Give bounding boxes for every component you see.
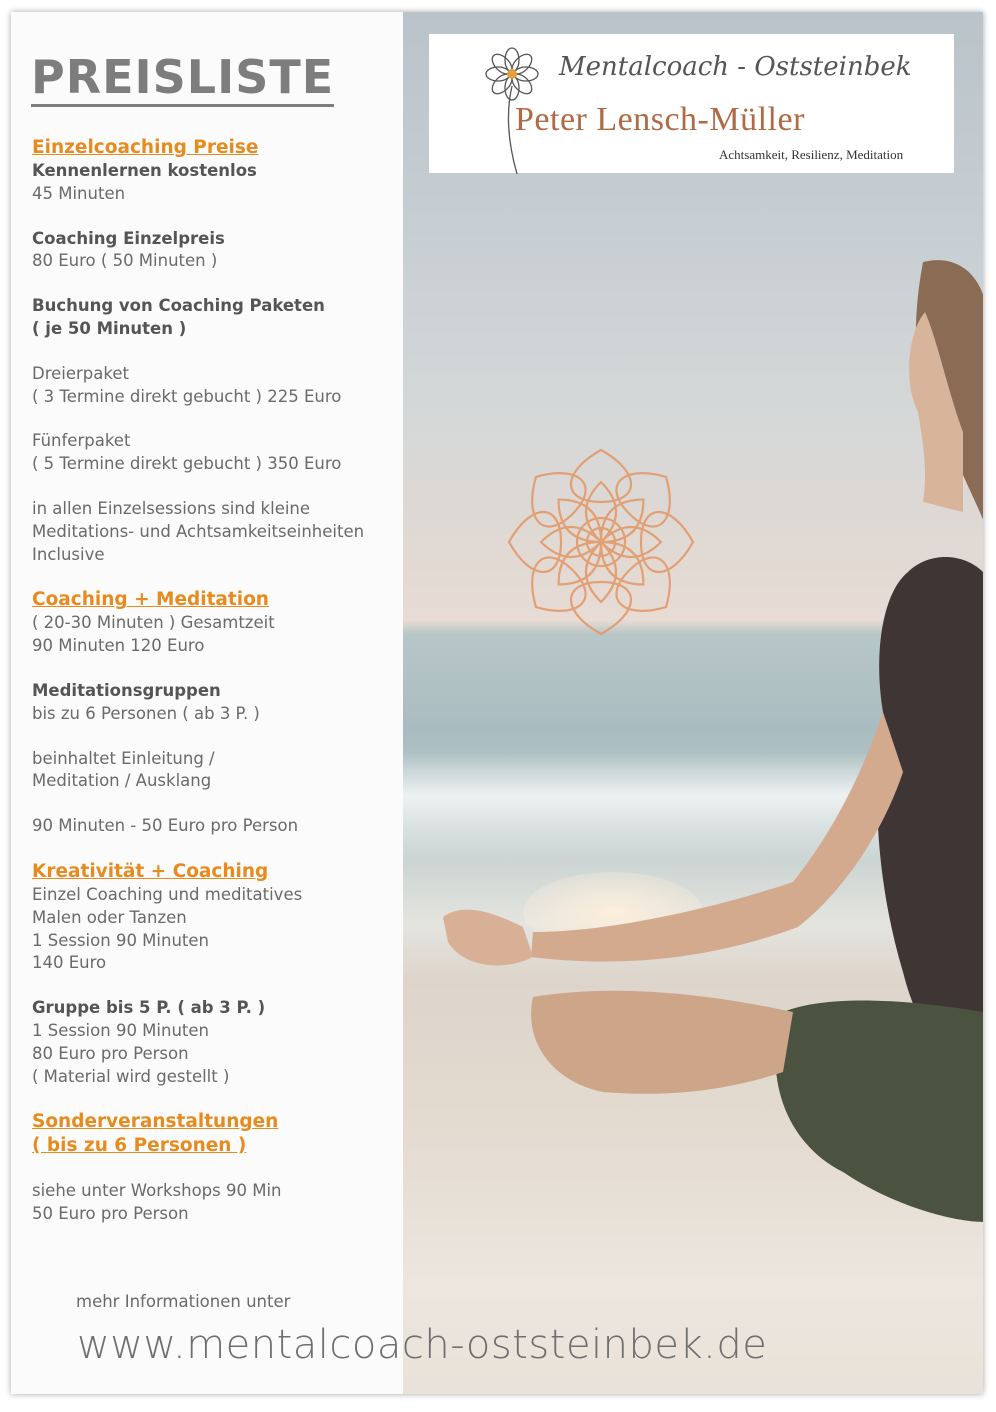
price-content xyxy=(32,136,412,1248)
price-list-page xyxy=(11,12,983,1394)
logo-box xyxy=(429,34,954,173)
kreativ-gruppe-title: Gruppe bis 5 P. ( ab 3 P. ) xyxy=(32,998,266,1018)
sonder-section xyxy=(32,1110,412,1158)
dreier-name: Dreierpaket xyxy=(32,363,129,383)
logo-tagline: Achtsamkeit, Resilienz, Meditation xyxy=(719,147,904,162)
gruppen-preis-block xyxy=(32,815,412,838)
note-line: in allen Einzelsessions sind kleine xyxy=(32,498,311,518)
meditation-heading: Coaching + Meditation xyxy=(32,589,269,611)
kreativ-gruppe-block xyxy=(32,997,412,1088)
beach-meditation-photo xyxy=(403,12,983,1394)
kennenlernen-time: 45 Minuten xyxy=(32,183,126,203)
meditation-section xyxy=(32,588,412,658)
pakete-block xyxy=(32,295,412,341)
kreativ-heading: Kreativität + Coaching xyxy=(32,860,269,882)
einzel-section xyxy=(32,136,412,206)
kreativ-gruppe-line: 80 Euro pro Person xyxy=(32,1043,189,1063)
meditating-woman-illustration xyxy=(403,12,983,1394)
fuenfer-name: Fünferpaket xyxy=(32,431,131,451)
sonder-subheading: ( bis zu 6 Personen ) xyxy=(32,1135,247,1157)
einzel-heading: Einzelcoaching Preise xyxy=(32,137,259,158)
page-title: PREISLISTE xyxy=(31,52,334,107)
inhalt-block xyxy=(32,748,412,794)
note-line: Meditations- und Achtsamkeitseinheiten xyxy=(32,521,365,541)
gruppen-block xyxy=(32,680,412,726)
kreativ-gruppe-line: ( Material wird gestellt ) xyxy=(32,1066,230,1086)
inhalt-line: Meditation / Ausklang xyxy=(32,771,212,791)
kreativ-line: Malen oder Tanzen xyxy=(32,907,187,927)
gruppen-preis: 90 Minuten - 50 Euro pro Person xyxy=(32,816,299,836)
einzelpreis-text: 80 Euro ( 50 Minuten ) xyxy=(32,251,218,271)
meditation-line: ( 20-30 Minuten ) Gesamtzeit xyxy=(32,613,275,633)
note-line: Inclusive xyxy=(32,544,105,564)
dreier-block xyxy=(32,363,412,409)
kreativ-section xyxy=(32,860,412,975)
gruppen-text: bis zu 6 Personen ( ab 3 P. ) xyxy=(32,703,260,723)
website-url[interactable]: www.mentalcoach-oststeinbek.de xyxy=(77,1322,768,1368)
sonder-line: 50 Euro pro Person xyxy=(32,1204,189,1224)
meditation-line: 90 Minuten 120 Euro xyxy=(32,636,205,656)
inclusive-note xyxy=(32,498,412,566)
kreativ-line: Einzel Coaching und meditatives xyxy=(32,884,303,904)
sonder-heading: Sonderveranstaltungen xyxy=(32,1111,279,1133)
pakete-title: Buchung von Coaching Paketen xyxy=(32,296,325,316)
price-panel xyxy=(11,12,403,1394)
pakete-subtitle: ( je 50 Minuten ) xyxy=(32,318,187,338)
fuenfer-text: ( 5 Termine direkt gebucht ) 350 Euro xyxy=(32,454,342,474)
kreativ-line: 1 Session 90 Minuten xyxy=(32,930,209,950)
einzelpreis-block xyxy=(32,228,412,274)
sonder-text-block xyxy=(32,1180,412,1226)
inhalt-line: beinhaltet Einleitung / xyxy=(32,748,215,768)
einzelpreis-title: Coaching Einzelpreis xyxy=(32,228,225,248)
kreativ-line: 140 Euro xyxy=(32,953,107,973)
logo-name: Peter Lensch-Müller xyxy=(515,101,805,138)
dreier-text: ( 3 Termine direkt gebucht ) 225 Euro xyxy=(32,386,342,406)
sonder-line: siehe unter Workshops 90 Min xyxy=(32,1181,282,1201)
kreativ-gruppe-line: 1 Session 90 Minuten xyxy=(32,1020,209,1040)
fuenfer-block xyxy=(32,430,412,476)
footer-note: mehr Informationen unter xyxy=(76,1292,291,1311)
mandala-icon xyxy=(501,442,701,642)
logo-script-text: Mentalcoach - Oststeinbek xyxy=(559,52,912,82)
gruppen-title: Meditationsgruppen xyxy=(32,680,221,700)
kennenlernen-title: Kennenlernen kostenlos xyxy=(32,161,257,180)
